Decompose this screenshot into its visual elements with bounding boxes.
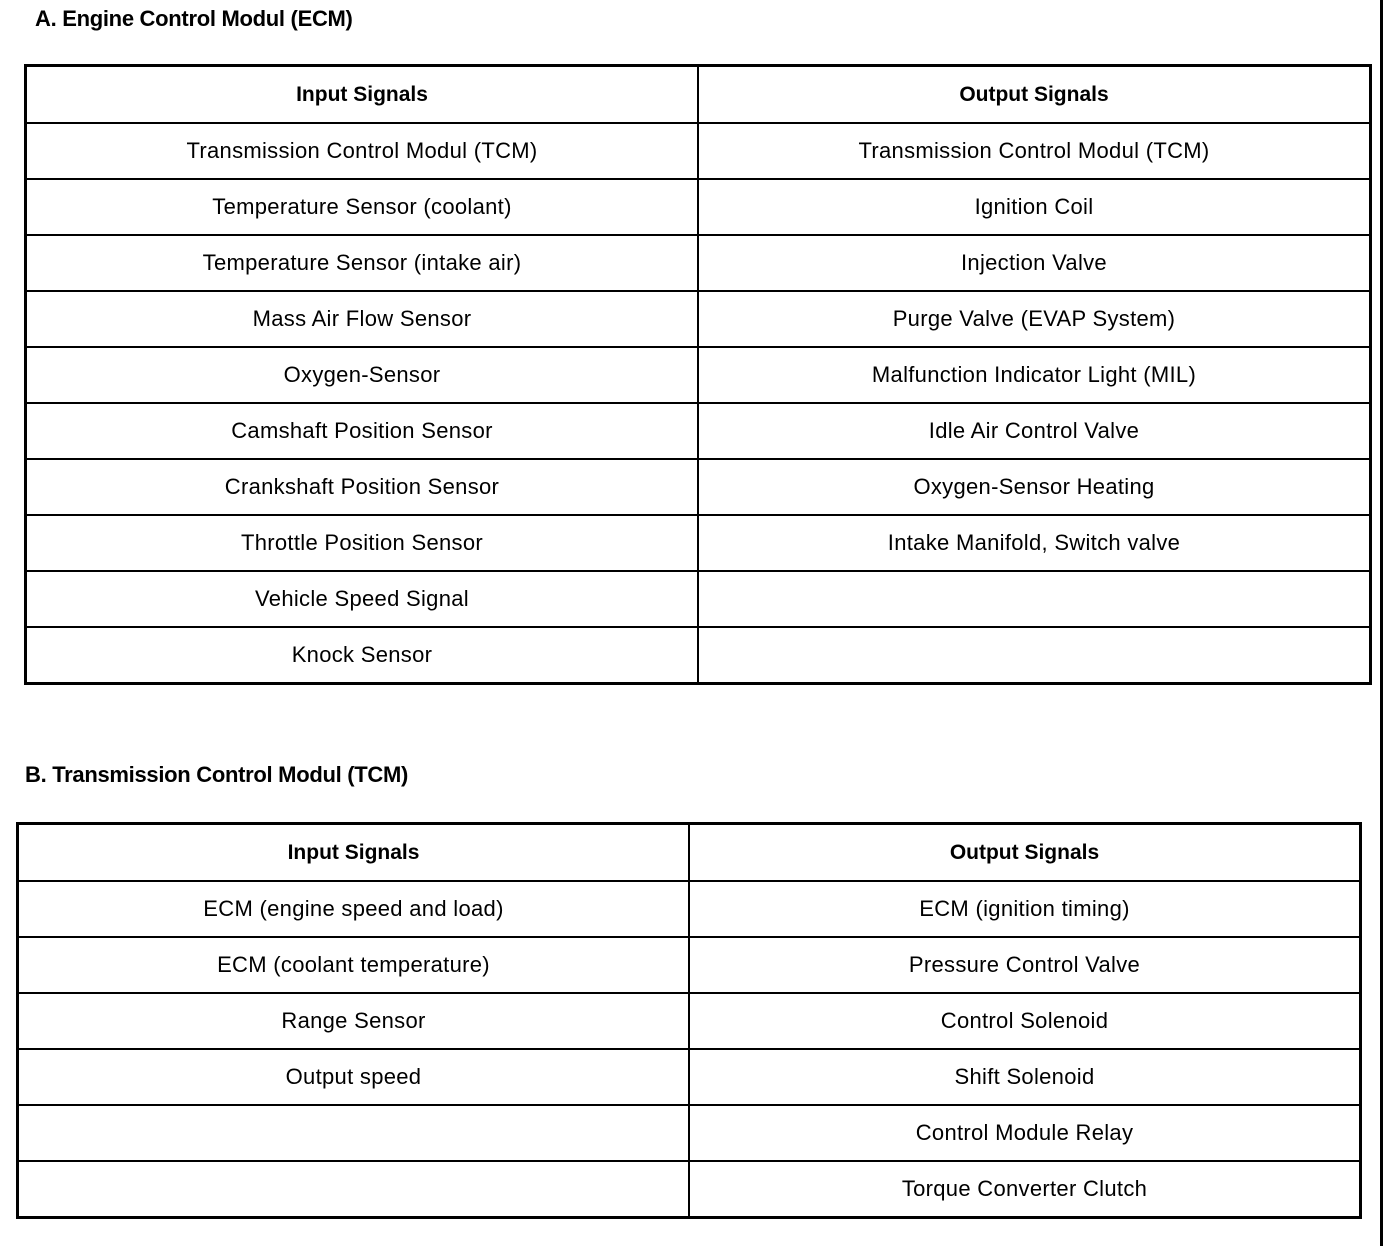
- table-row: [26, 627, 1371, 684]
- input-signal-cell: [18, 1161, 690, 1218]
- input-signals-header: Input Signals: [18, 824, 690, 882]
- table-row: [26, 403, 1371, 459]
- section-title-ecm: A. Engine Control Modul (ECM): [35, 6, 353, 31]
- table-row: [26, 515, 1371, 571]
- output-signals-header: Output Signals: [689, 824, 1361, 882]
- table-row: [26, 291, 1371, 347]
- section-title-tcm: B. Transmission Control Modul (TCM): [25, 762, 409, 787]
- table-row: [18, 881, 1361, 937]
- output-signal-cell: Torque Converter Clutch: [689, 1161, 1361, 1218]
- output-signal-cell: Oxygen-Sensor Heating: [698, 459, 1371, 515]
- table-header-row: [26, 66, 1371, 124]
- output-signal-cell: Control Module Relay: [689, 1105, 1361, 1161]
- output-signal-cell: Ignition Coil: [698, 179, 1371, 235]
- output-signal-cell: ECM (ignition timing): [689, 881, 1361, 937]
- input-signal-cell: Transmission Control Modul (TCM): [26, 123, 699, 179]
- table-row: [18, 937, 1361, 993]
- input-signal-cell: Oxygen-Sensor: [26, 347, 699, 403]
- output-signal-cell: Transmission Control Modul (TCM): [698, 123, 1371, 179]
- output-signal-cell: Pressure Control Valve: [689, 937, 1361, 993]
- table-row: [26, 123, 1371, 179]
- input-signals-header: Input Signals: [26, 66, 699, 124]
- output-signals-header: Output Signals: [698, 66, 1371, 124]
- output-signal-cell: Injection Valve: [698, 235, 1371, 291]
- table-row: [26, 179, 1371, 235]
- table-row: [18, 1161, 1361, 1218]
- output-signal-cell: Malfunction Indicator Light (MIL): [698, 347, 1371, 403]
- output-signal-cell: Purge Valve (EVAP System): [698, 291, 1371, 347]
- table-row: [18, 1105, 1361, 1161]
- ecm-signals-table: [24, 64, 1372, 685]
- input-signal-cell: Range Sensor: [18, 993, 690, 1049]
- output-signal-cell: Shift Solenoid: [689, 1049, 1361, 1105]
- input-signal-cell: Throttle Position Sensor: [26, 515, 699, 571]
- input-signal-cell: [18, 1105, 690, 1161]
- input-signal-cell: Knock Sensor: [26, 627, 699, 684]
- tcm-signals-table: [16, 822, 1362, 1219]
- table-row: [26, 347, 1371, 403]
- output-signal-cell: [698, 627, 1371, 684]
- table-row: [26, 571, 1371, 627]
- input-signal-cell: Mass Air Flow Sensor: [26, 291, 699, 347]
- output-signal-cell: Idle Air Control Valve: [698, 403, 1371, 459]
- table-row: [26, 235, 1371, 291]
- table-row: [18, 993, 1361, 1049]
- table-header-row: [18, 824, 1361, 882]
- input-signal-cell: Temperature Sensor (coolant): [26, 179, 699, 235]
- output-signal-cell: Control Solenoid: [689, 993, 1361, 1049]
- table-row: [18, 1049, 1361, 1105]
- input-signal-cell: ECM (engine speed and load): [18, 881, 690, 937]
- input-signal-cell: ECM (coolant temperature): [18, 937, 690, 993]
- input-signal-cell: Crankshaft Position Sensor: [26, 459, 699, 515]
- input-signal-cell: Output speed: [18, 1049, 690, 1105]
- page-edge-line: [1380, 0, 1383, 1246]
- input-signal-cell: Camshaft Position Sensor: [26, 403, 699, 459]
- output-signal-cell: [698, 571, 1371, 627]
- input-signal-cell: Vehicle Speed Signal: [26, 571, 699, 627]
- table-row: [26, 459, 1371, 515]
- output-signal-cell: Intake Manifold, Switch valve: [698, 515, 1371, 571]
- input-signal-cell: Temperature Sensor (intake air): [26, 235, 699, 291]
